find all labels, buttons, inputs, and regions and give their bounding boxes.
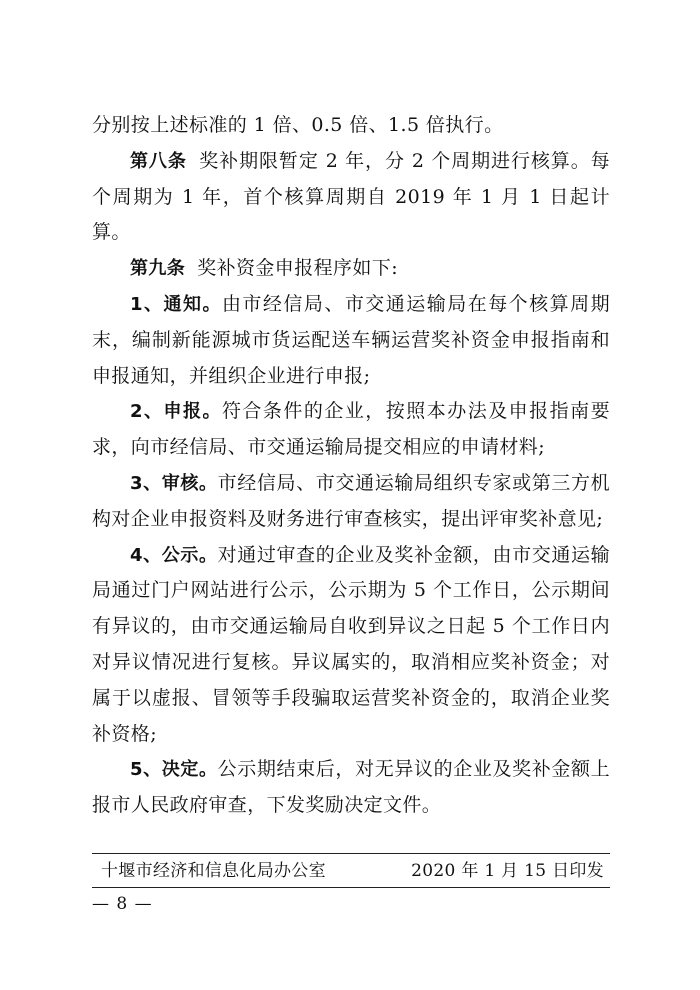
footer-bottom-rule [92, 887, 610, 888]
step-4-paragraph [92, 538, 610, 753]
step-4-label: 4、公示。 [130, 544, 218, 566]
article-8-heading: 第八条 [130, 150, 187, 172]
article-9-heading: 第九条 [130, 258, 186, 280]
continuation-text: 分别按上述标准的 1 倍、0.5 倍、1.5 倍执行。 [92, 114, 504, 136]
footer-top-rule [92, 853, 610, 854]
step-1-paragraph [92, 287, 610, 394]
step-5-paragraph [92, 752, 610, 824]
step-3-text: 市经信局、市交通运输局组织专家或第三方机构对企业申报资料及财务进行审查核实，提出评审奖补意见; [92, 471, 610, 530]
page-number: — 8 — [92, 894, 153, 914]
step-5-label: 5、决定。 [130, 759, 218, 781]
article-9-text: 奖补资金申报程序如下: [197, 257, 399, 280]
footer-issue-date: 2020 年 1 月 15 日印发 [411, 861, 604, 881]
continuation-paragraph [92, 108, 610, 144]
step-2-paragraph [92, 394, 610, 466]
step-3-paragraph [92, 466, 610, 538]
step-5-text: 公示期结束后，对无异议的企业及奖补金额上报市人民政府审查，下发奖励决定文件。 [92, 758, 610, 817]
document-body [92, 108, 610, 824]
article-8-paragraph [92, 144, 610, 251]
step-2-text: 符合条件的企业，按照本办法及申报指南要求，向市经信局、市交通运输局提交相应的申请材料; [92, 400, 610, 459]
article-9-paragraph [92, 251, 610, 287]
step-3-label: 3、审核。 [130, 472, 218, 494]
step-4-text: 对通过审查的企业及奖补金额，由市交通运输局通过门户网站进行公示，公示期为 5 个工作日，公示期间有异议的，由市交通运输局自收到异议之日起 5 个工作日内对异议情况进行复核。异议属实的，取消相应奖补资金；对属于以虚报、冒领等手段骗取运营奖补资金的，取消企业奖补资格; [92, 543, 610, 745]
footer-issuer: 十堰市经济和信息化局办公室 [101, 861, 326, 881]
step-2-label: 2、申报。 [130, 401, 222, 423]
step-1-text: 由市经信局、市交通运输局在每个核算周期末，编制新能源城市货运配送车辆运营奖补资金申报指南和申报通知，并组织企业进行申报; [92, 292, 610, 387]
article-8-text: 奖补期限暂定 2 年，分 2 个周期进行核算。每个周期为 1 年，首个核算周期自 2019 年 1 月 1 日起计算。 [92, 149, 611, 244]
step-1-label: 1、通知。 [130, 293, 222, 315]
